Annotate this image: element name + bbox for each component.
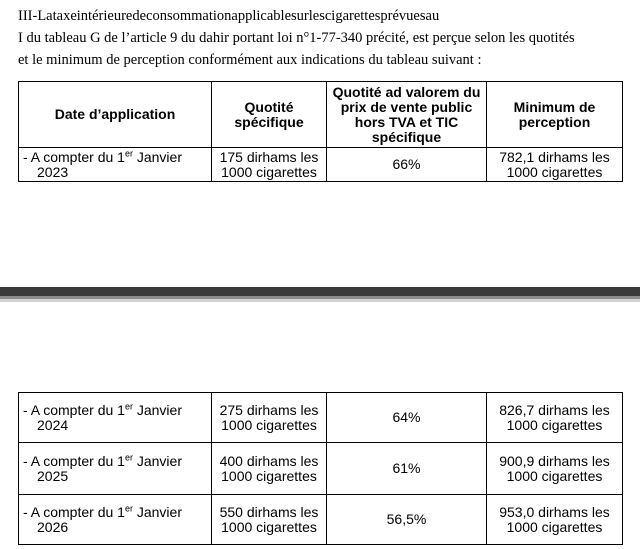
row-specific: 400 dirhams les 1000 cigarettes	[212, 443, 327, 495]
intro-word: les	[308, 8, 325, 24]
intro-word: La	[37, 8, 53, 24]
separator-light	[0, 299, 640, 302]
date-year: 2023	[37, 163, 69, 180]
date-prefix: - A compter du 1	[23, 503, 125, 520]
date-sup: er	[124, 451, 133, 462]
row-minimum: 900,9 dirhams les 1000 cigarettes	[487, 443, 623, 495]
row-date	[19, 495, 212, 545]
row-specific: 275 dirhams les 1000 cigarettes	[212, 393, 327, 443]
date-sup: er	[124, 400, 133, 411]
row-specific: 175 dirhams les 1000 cigarettes	[212, 148, 327, 182]
row-date	[19, 148, 212, 182]
row-ad-valorem: 56,5%	[327, 495, 487, 545]
date-year: 2026	[37, 518, 69, 535]
table-row	[19, 393, 623, 443]
tax-table-bottom	[18, 392, 623, 545]
row-ad-valorem: 64%	[327, 393, 487, 443]
date-month: Janvier	[132, 452, 182, 469]
header-date: Date d’application	[19, 82, 212, 148]
row-minimum: 953,0 dirhams les 1000 cigarettes	[487, 495, 623, 545]
intro-word: intérieure	[76, 8, 133, 24]
date-prefix: - A compter du 1	[23, 452, 125, 469]
header-minimum: Minimum de perception	[487, 82, 623, 148]
intro-line-3: et le minimum de perception conformément aux indications du tableau suivant :	[18, 52, 482, 68]
header-specific: Quotité spécifique	[212, 82, 327, 148]
row-minimum: 782,1 dirhams les 1000 cigarettes	[487, 148, 623, 182]
date-month: Janvier	[132, 503, 182, 520]
date-sup: er	[124, 147, 133, 158]
intro-line-1	[18, 5, 622, 27]
date-month: Janvier	[132, 401, 182, 418]
header-ad-valorem: Quotité ad valorem du prix de vente public hors TVA et TIC spécifique	[327, 82, 487, 148]
intro-word: taxe	[52, 8, 77, 24]
table-row	[19, 148, 623, 182]
intro-line-2: I du tableau G de l’article 9 du dahir portant loi n°1-77-340 précité, est perçue selon les quotités	[18, 30, 575, 46]
row-ad-valorem: 66%	[327, 148, 487, 182]
date-year: 2024	[37, 416, 69, 433]
intro-word: sur	[291, 8, 309, 24]
row-specific: 550 dirhams les 1000 cigarettes	[212, 495, 327, 545]
tax-table-top	[18, 81, 623, 182]
intro-word: au	[425, 8, 440, 24]
date-prefix: - A compter du 1	[23, 148, 125, 165]
row-ad-valorem: 61%	[327, 443, 487, 495]
intro-word: cigarettes	[324, 8, 381, 24]
intro-word: applicable	[231, 8, 292, 24]
intro-paragraph	[18, 5, 622, 71]
separator-dark	[0, 287, 640, 296]
date-prefix: - A compter du 1	[23, 401, 125, 418]
row-date	[19, 443, 212, 495]
date-month: Janvier	[132, 148, 182, 165]
intro-word: de	[132, 8, 147, 24]
intro-word: consommation	[146, 8, 232, 24]
table-row	[19, 443, 623, 495]
row-minimum: 826,7 dirhams les 1000 cigarettes	[487, 393, 623, 443]
row-date	[19, 393, 212, 443]
date-year: 2025	[37, 467, 69, 484]
intro-word: III-	[18, 8, 38, 24]
table-row	[19, 495, 623, 545]
page-separator	[0, 287, 640, 302]
intro-word: prévues	[380, 8, 426, 24]
date-sup: er	[124, 502, 133, 513]
